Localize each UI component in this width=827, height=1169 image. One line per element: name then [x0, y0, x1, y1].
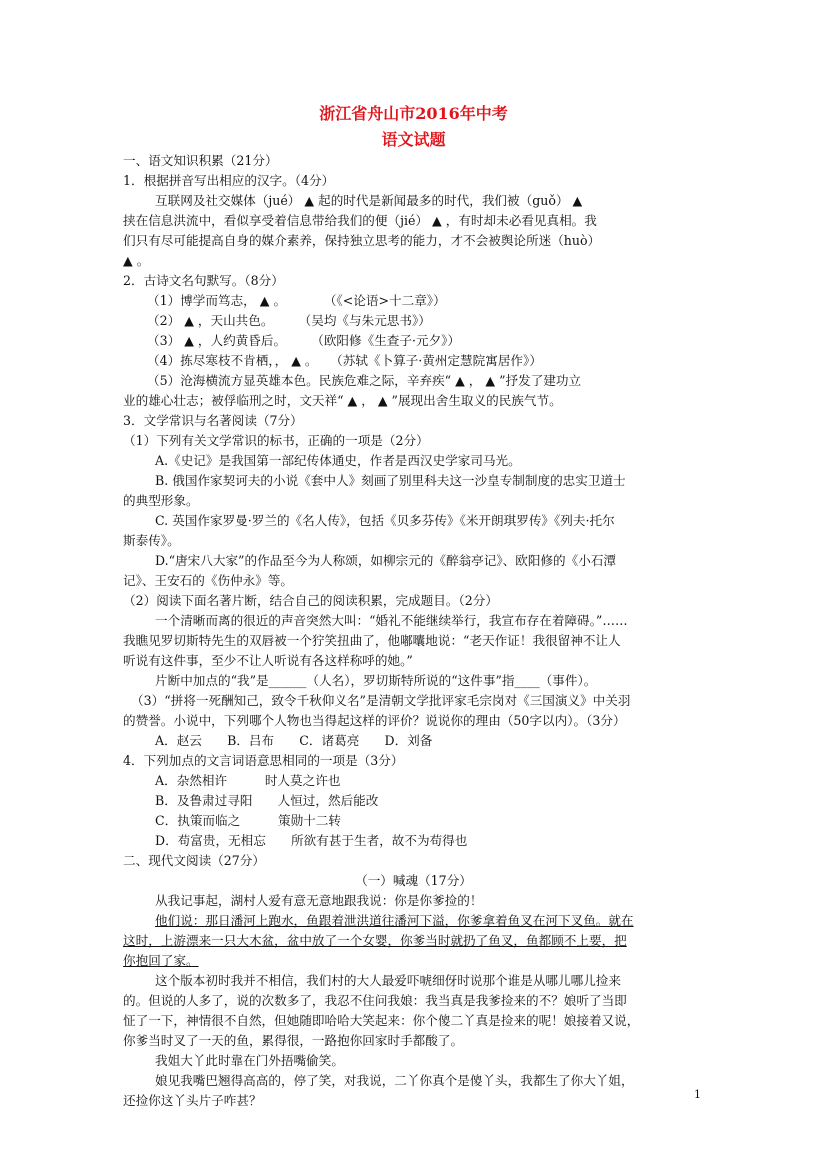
text-line: 们只有尽可能提高自身的媒介素养，保持独立思考的能力，才不会被舆论所迷（huò） — [123, 233, 601, 248]
text-line: 片断中加点的“我”是______（人名），罗切斯特所说的“这件事”指____（事件）。 — [155, 673, 597, 688]
text-line: 斯泰传》。 — [123, 533, 180, 548]
underlined-line: 他们说：那日潘河上跑水，鱼跟着泄洪道往潘河下溢，你爹拿着鱼叉在河下叉鱼。就在 — [155, 913, 634, 928]
question-heading: 4．下列加点的文言词语意思相同的一项是（3分） — [123, 753, 404, 768]
text-line: C．执策而临之 策勋十二转 — [155, 813, 341, 828]
text-line: A．赵云 B．吕布 C．诸葛亮 D．刘备 — [155, 733, 433, 748]
section-heading: 二、现代文阅读（27分） — [123, 853, 265, 868]
text-line: ▲ 。 — [123, 253, 150, 268]
text-line: （3） ▲ ，人约黄昏后。 （欧阳修《生查子·元夕》） — [147, 333, 461, 348]
text-line: B. 俄国作家契诃夫的小说《套中人》刻画了别里科夫这一沙皇专制制度的忠实卫道士 — [155, 473, 626, 488]
text-line: 的赞誉。小说中，下列哪个人物也当得起这样的评价？说说你的理由（50字以内）。（3分） — [123, 713, 626, 728]
question-heading: 1．根据拼音写出相应的汉字。（4分） — [123, 173, 335, 188]
text-line: B．及鲁肃过寻阳 人恒过，然后能改 — [155, 793, 379, 808]
document-title: 浙江省舟山市2016年中考 — [319, 104, 508, 123]
text-line: 业的雄心壮志；被俘临刑之时，文天祥“ ▲ ， ▲ ”展现出舍生取义的民族气节。 — [123, 393, 562, 408]
text-line: 我瞧见罗切斯特先生的双唇被一个狞笑扭曲了，他嘟囔地说：“老天作证！我很留神不让人 — [123, 633, 621, 648]
text-line: （3）“拼将一死酬知己，致令千秋仰义名”是清朝文学批评家毛宗岗对《三国演义》中关羽 — [131, 693, 631, 708]
question-heading: 3．文学常识与名著阅读（7分） — [123, 413, 303, 428]
text-line: 互联网及社交媒体（jué） ▲ 起的时代是新闻最多的时代，我们被（guǒ） ▲ — [155, 193, 583, 208]
text-line: 我姐大丫此时靠在门外捂嘴偷笑。 — [155, 1053, 344, 1068]
text-line: 记》、王安石的《伤仲永》等。 — [123, 573, 294, 588]
text-line: 挟在信息洪流中，看似享受着信息带给我们的便（jié） ▲ ，有时却未必看见真相。我 — [123, 213, 597, 228]
text-line: 的典型形象。 — [123, 493, 199, 508]
text-line: 从我记事起，湖村人爱有意无意地跟我说：你是你爹捡的！ — [155, 893, 483, 908]
page-number: 1 — [694, 1088, 701, 1101]
text-line: 一个清晰而离的很近的声音突然大叫：“婚礼不能继续举行，我宣布存在着障碍。”…… — [155, 613, 628, 628]
text-line: D．苟富贵，无相忘 所欲有甚于生者，故不为苟得也 — [155, 833, 468, 848]
document-subtitle: 语文试题 — [381, 130, 446, 149]
text-line: （4）拣尽寒枝不肯栖，， ▲ 。 （苏轼《卜算子·黄州定慧院寓居作》） — [147, 353, 542, 368]
text-line: 娘见我嘴巴翘得高高的，停了笑，对我说，二丫你真个是傻丫头，我都生了你大丫姐， — [155, 1073, 634, 1088]
text-line: （2） ▲ ，天山共色。 （吴均《与朱元思书》） — [147, 313, 431, 328]
text-line: 的。但说的人多了，说的次数多了，我忍不住问我娘：我当真是我爹捡来的不？娘听了当即 — [123, 993, 627, 1008]
text-line: A．杂然相许 时人莫之许也 — [155, 773, 341, 788]
text-line: A.《史记》是我国第一部纪传体通史，作者是西汉史学家司马光。 — [155, 453, 521, 468]
text-line: 还捡你这丫头片子咋甚？ — [123, 1093, 262, 1108]
text-line: 你爹当时叉了一天的鱼，累得很，一路抱你回家时手都酸了。 — [123, 1033, 464, 1048]
text-line: 听说有这件事，至少不让人听说有各这样称呼的她。” — [123, 653, 413, 668]
underlined-line: 这时，上游漂来一只大木盆，盆中放了一个女婴，你爹当时就扔了鱼叉，鱼都顾不上要，把 — [123, 933, 627, 948]
underlined-line: 你抱回了家。 — [123, 953, 199, 968]
text-line: D.“唐宋八大家”的作品至今为人称颂，如柳宗元的《醉翁亭记》、欧阳修的《小石潭 — [155, 553, 617, 568]
text-line: （5）沧海横流方显英雄本色。民族危难之际，辛弃疾“ ▲ ， ▲ ”抒发了建功立 — [147, 373, 582, 388]
section-heading: 一、语文知识积累（21分） — [123, 153, 278, 168]
text-line: 这个版本初时我并不相信，我们村的大人最爱吓唬细伢时说那个谁是从哪儿哪儿捡来 — [155, 973, 621, 988]
question-heading: 2．古诗文名句默写。（8分） — [123, 273, 284, 288]
passage-title: （一）喊魂（17分） — [355, 873, 472, 888]
text-line: 怔了一下，神情很不自然，但她随即哈哈大笑起来：你个傻二丫真是捡来的呢！娘接着又说， — [123, 1013, 640, 1028]
text-line: （1）博学而笃志， ▲ 。 （《<论语>十二章》） — [147, 293, 446, 308]
text-line: （1）下列有关文学常识的标书，正确的一项是（2分） — [123, 433, 429, 448]
text-line: （2）阅读下面名著片断，结合自己的阅读积累，完成题目。（2分） — [123, 593, 498, 608]
text-line: C. 英国作家罗曼·罗兰的《名人传》，包括《贝多芬传》《米开朗琪罗传》《列夫·托尔 — [155, 513, 615, 528]
